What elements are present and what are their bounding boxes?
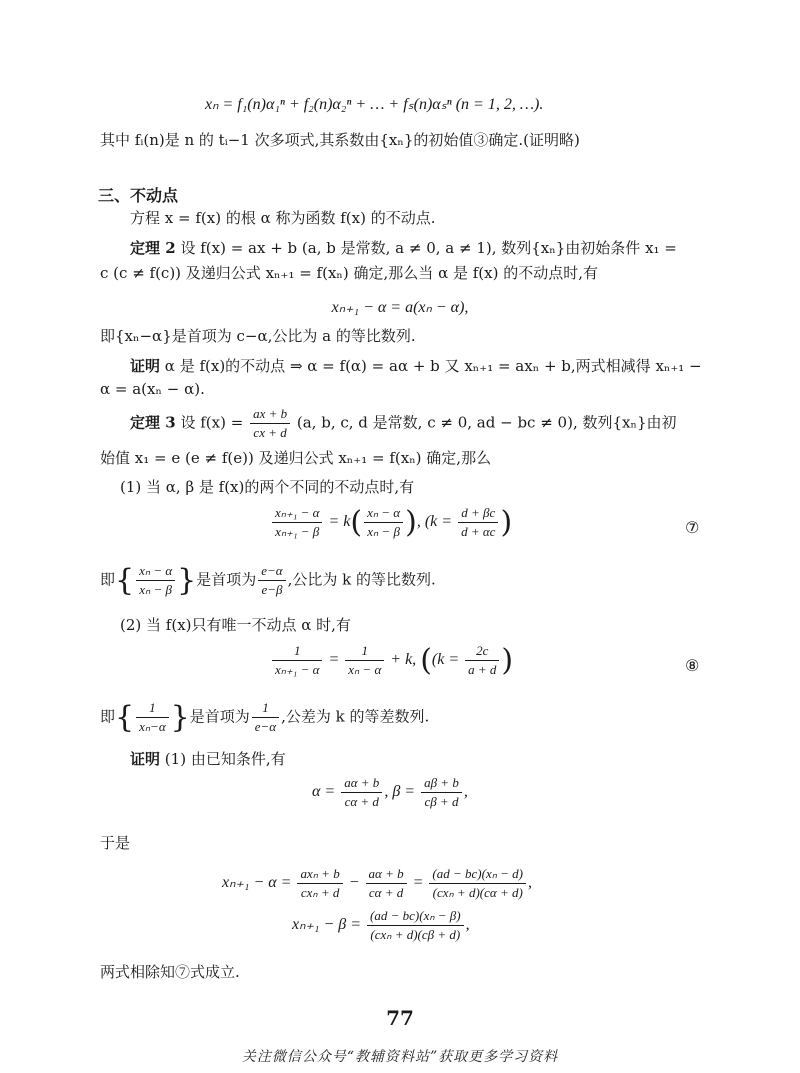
proof3-text: (1) 由已知条件,有 xyxy=(164,750,286,768)
eq7-k-fraction: $\frac{d + \beta c}{d + \alpha c}$ xyxy=(458,505,498,540)
theorem2-text1: 设 f(x) = ax + b (a, b 是常数, a ≠ 0, a ≠ 1), 数列{xₙ}由初始条件 x₁ = xyxy=(180,239,677,257)
theorem3-label: 定理 3 xyxy=(130,413,176,432)
conclusion-7: 即{ $\frac{\text{xₙ − α}}{\text{xₙ − β}}$ }是首项为 $\frac{e-\alpha}{e-\beta}$ ,公比为 k 的等比数列. xyxy=(100,563,436,598)
final-line: 两式相除知⑦式成立. xyxy=(100,963,240,981)
theorem2-line2: c (c ≠ f(c)) 及递归公式 xₙ₊₁ = f(xₙ) 确定,那么当 α 是 f(x) 的不动点时,有 xyxy=(100,264,598,282)
eq7-left-fraction: $\frac{\text{xₙ₊₁ − α}}{\text{xₙ₊₁ − β}}$ xyxy=(272,505,322,540)
conc7-first-term-fraction: $\frac{e-\alpha}{e-\beta}$ xyxy=(258,563,285,598)
difference-equation-alpha: xₙ₊₁ − α = $\frac{\text{axₙ + b}}{\text{cxₙ + d}}$ − $\frac{a\alpha + b}{c\alpha + d}$ = $\frac{\text{(ad − bc)(xₙ − d)}}{\text{(cxₙ + d)(cα + d)}}$ , xyxy=(222,866,533,900)
conc8-first-term-fraction: $\frac{1}{e-\alpha}$ xyxy=(252,700,279,735)
theorem3-line2: 始值 x₁ = e (e ≠ f(e)) 及递归公式 xₙ₊₁ = f(xₙ) 确定,那么 xyxy=(100,449,492,467)
note-line: 其中 fᵢ(n)是 n 的 tᵢ−1 次多项式,其系数由{xₙ}的初始值③确定.(证明略) xyxy=(100,131,580,149)
theorem2-equation: xₙ₊₁ − α = a(xₙ − α), xyxy=(331,299,469,316)
section-heading: 三、不动点 xyxy=(98,186,179,205)
proof2-line1 xyxy=(130,355,702,376)
difference-equation-beta: xₙ₊₁ − β = $\frac{\text{(ad − bc)(xₙ − β)}}{\text{(cxₙ + d)(cβ + d)}}$ , xyxy=(292,908,470,942)
proof3-line xyxy=(130,748,286,769)
equation-8: $\frac{1}{\text{xₙ₊₁ − α}}$ = $\frac{1}{\text{xₙ − α}}$ + k, ((k = $\frac{2c}{a + d}$ ) xyxy=(270,643,513,678)
case1-line: (1) 当 α, β 是 f(x)的两个不同的不动点时,有 xyxy=(120,478,415,496)
equation-8-tag: ⑧ xyxy=(685,656,700,675)
case2-line: (2) 当 f(x)只有唯一不动点 α 时,有 xyxy=(120,616,351,634)
theorem2-line1 xyxy=(130,237,677,258)
beta-fraction: $\frac{a\beta + b}{c\beta + d}$ xyxy=(421,775,462,810)
footer-watermark: 关注微信公众号“教辅资料站”获取更多学习资料 xyxy=(241,1049,559,1065)
eq8-left-fraction: $\frac{1}{\text{xₙ₊₁ − α}}$ xyxy=(272,643,322,678)
diff1-fraction-3: $\frac{\text{(ad − bc)(xₙ − d)}}{\text{(cxₙ + d)(cα + d)}}$ xyxy=(429,866,526,901)
theorem3-fraction: $\frac{ax + b}{cx + d}$ xyxy=(250,406,290,441)
page-number: 77 xyxy=(386,1006,414,1030)
eq7-right-fraction: $\frac{\text{xₙ − α}}{\text{xₙ − β}}$ xyxy=(364,505,403,540)
proof2-text1: α 是 f(x)的不动点 ⇒ α = f(α) = aα + b 又 xₙ₊₁ = axₙ + b,两式相减得 xₙ₊₁ − xyxy=(164,357,702,375)
theorem2-conclusion: 即{xₙ−α}是首项为 c−α,公比为 a 的等比数列. xyxy=(100,327,416,345)
proof3-label: 证明 xyxy=(130,750,161,768)
formula-general-term: xₙ = f₁(n)α₁ⁿ + f₂(n)α₂ⁿ + … + fₛ(n)αₛⁿ (n = 1, 2, …). xyxy=(205,96,544,113)
equation-7-tag: ⑦ xyxy=(685,518,700,537)
diff1-fraction-1: $\frac{\text{axₙ + b}}{\text{cxₙ + d}}$ xyxy=(297,866,342,901)
alpha-beta-equation: α = $\frac{a\alpha + b}{c\alpha + d}$ , β = $\frac{a\beta + b}{c\beta + d}$ , xyxy=(312,775,468,809)
eq8-right-fraction: $\frac{1}{\text{xₙ − α}}$ xyxy=(345,643,384,678)
definition-line: 方程 x = f(x) 的根 α 称为函数 f(x) 的不动点. xyxy=(130,209,436,227)
theorem3-post: (a, b, c, d 是常数, c ≠ 0, ad − bc ≠ 0), 数列{xₙ}由初 xyxy=(296,413,677,432)
proof-label: 证明 xyxy=(130,357,161,375)
yushi-line: 于是 xyxy=(100,834,131,852)
eq8-k-fraction: $\frac{2c}{a + d}$ xyxy=(465,643,499,678)
conc8-set-fraction: $\frac{1}{\text{xₙ−α}}$ xyxy=(136,700,169,735)
equation-7: $\frac{\text{xₙ₊₁ − α}}{\text{xₙ₊₁ − β}}$ = k( $\frac{\text{xₙ − α}}{\text{xₙ − β}}$ ), (k = $\frac{d + \beta c}{d + \alpha c}$ ) xyxy=(270,505,512,540)
proof2-line2: α = a(xₙ − α). xyxy=(100,380,205,398)
conclusion-8: 即{ $\frac{1}{\text{xₙ−α}}$ }是首项为 $\frac{1}{e-\alpha}$ ,公差为 k 的等差数列. xyxy=(100,700,430,735)
theorem3-pre: 设 f(x) = xyxy=(180,413,244,432)
theorem3-line1 xyxy=(130,406,677,441)
diff2-fraction: $\frac{\text{(ad − bc)(xₙ − β)}}{\text{(cxₙ + d)(cβ + d)}}$ xyxy=(367,908,464,943)
diff1-fraction-2: $\frac{a\alpha + b}{c\alpha + d}$ xyxy=(366,866,407,901)
theorem2-label: 定理 2 xyxy=(130,239,176,257)
alpha-fraction: $\frac{a\alpha + b}{c\alpha + d}$ xyxy=(341,775,382,810)
conc7-set-fraction: $\frac{\text{xₙ − α}}{\text{xₙ − β}}$ xyxy=(136,563,175,598)
